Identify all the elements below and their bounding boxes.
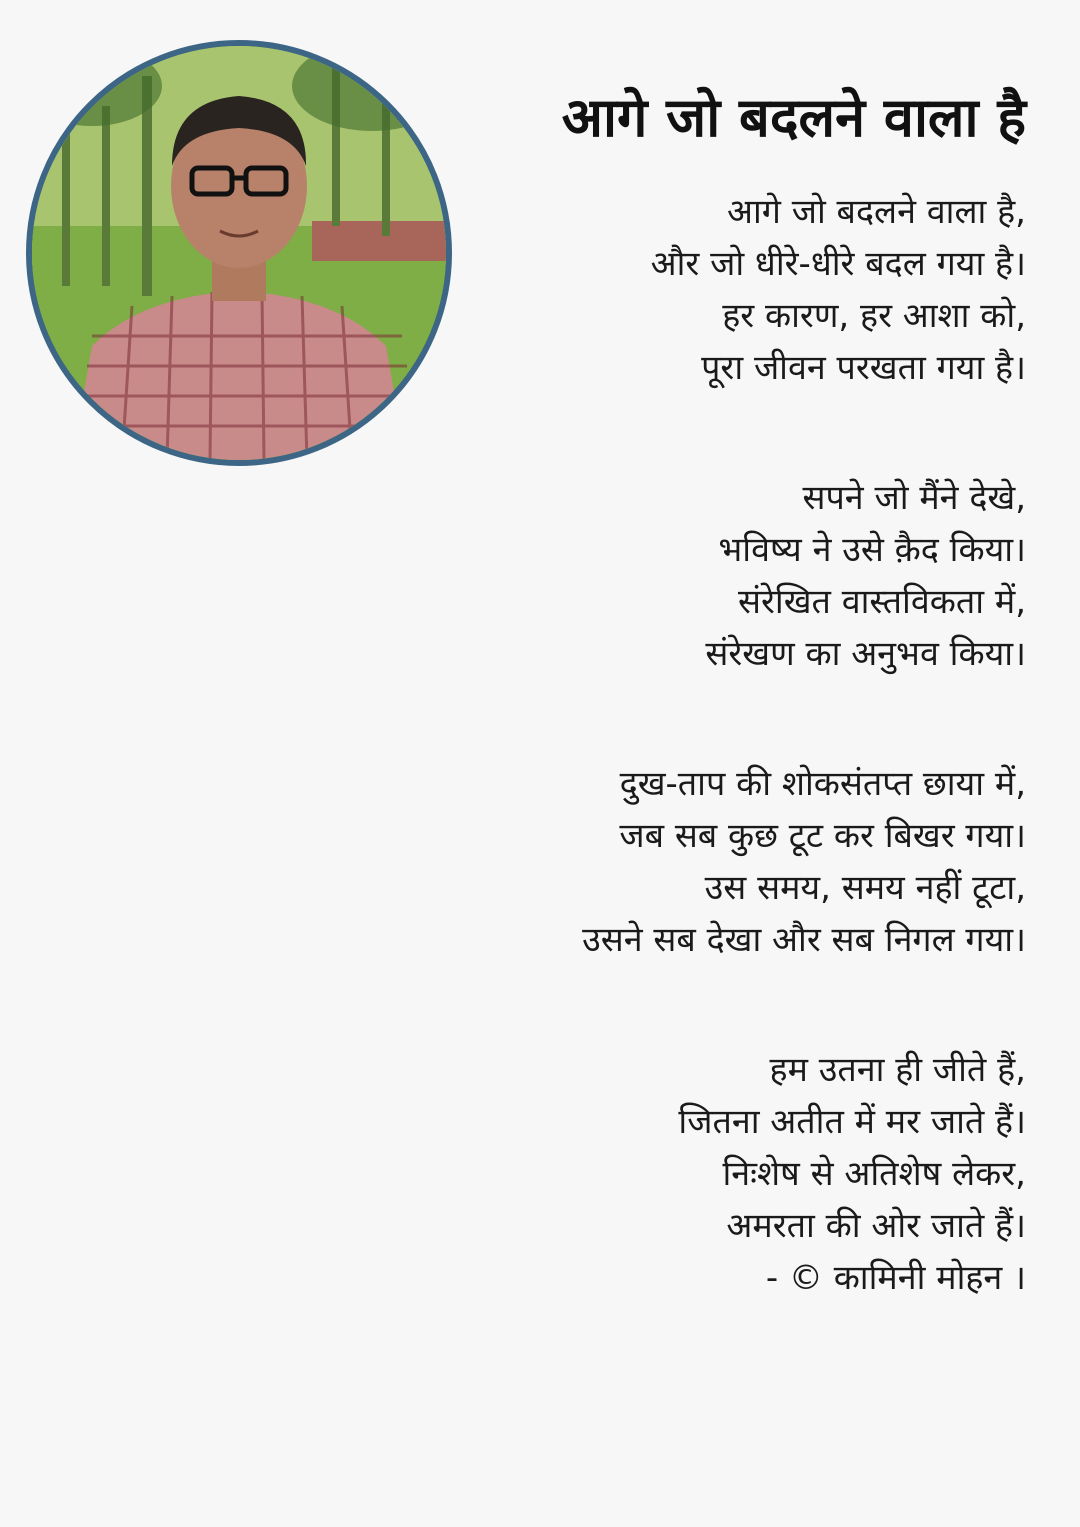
stanza — [406, 472, 1026, 680]
stanza — [406, 1044, 1026, 1304]
poem-line: आगे जो बदलने वाला है, — [727, 192, 1026, 232]
poem-line: संरेखण का अनुभव किया। — [705, 634, 1026, 674]
poem-line: हर कारण, हर आशा को, — [722, 296, 1026, 336]
poem-line: भविष्य ने उसे क़ैद किया। — [718, 530, 1026, 570]
poem-line: संरेखित वास्तविकता में, — [738, 582, 1026, 622]
poem-line: हम उतना ही जीते हैं, — [769, 1050, 1026, 1090]
poem-line: अमरता की ओर जाते हैं। — [726, 1206, 1026, 1246]
poem-line: उसने सब देखा और सब निगल गया। — [582, 920, 1026, 960]
author-photo-illustration — [32, 46, 446, 460]
poem-line: सपने जो मैंने देखे, — [802, 478, 1026, 518]
poem-line: उस समय, समय नहीं टूटा, — [704, 868, 1026, 908]
author-photo — [26, 40, 452, 466]
poem-line: जितना अतीत में मर जाते हैं। — [678, 1102, 1026, 1142]
stanza — [406, 758, 1026, 966]
poem-line: जब सब कुछ टूट कर बिखर गया। — [619, 816, 1026, 856]
poem-line: दुख-ताप की शोकसंतप्त छाया में, — [619, 764, 1026, 804]
poem-line: निःशेष से अतिशेष लेकर, — [722, 1154, 1026, 1194]
poem-title: आगे जो बदलने वाला है — [561, 86, 1026, 149]
poem-body — [406, 186, 1026, 1304]
poem-line: और जो धीरे-धीरे बदल गया है। — [650, 244, 1026, 284]
poem-line: पूरा जीवन परखता गया है। — [701, 348, 1026, 388]
author-signature: - © कामिनी मोहन । — [765, 1258, 1026, 1298]
stanza — [406, 186, 1026, 394]
